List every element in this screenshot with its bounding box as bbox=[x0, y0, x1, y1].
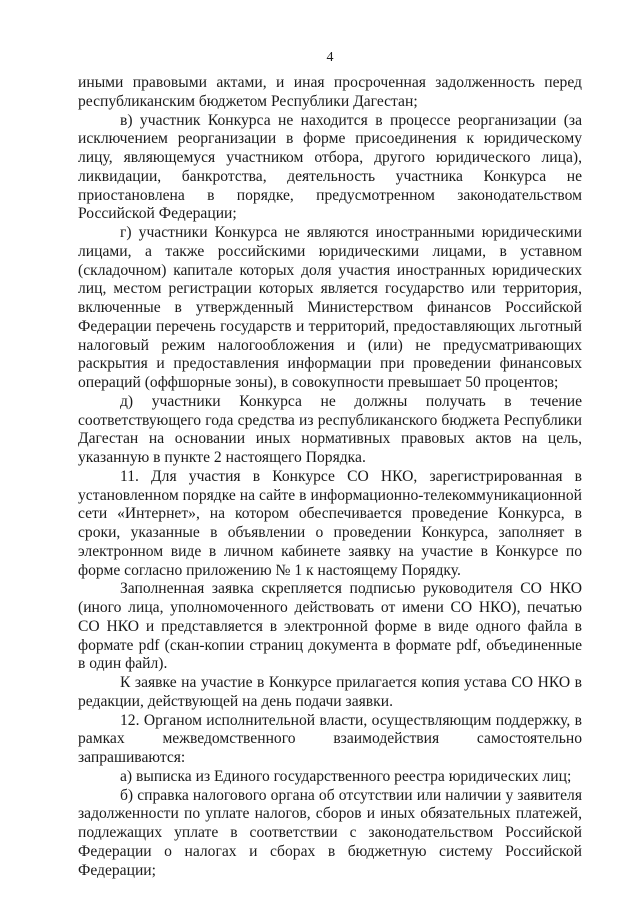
paragraph-item-g-foreign-entities: г) участники Конкурса не являются иностранными юридическими лицами, а также российскими юридическими лицами, в уставном (складочном) капитале которых доля участия иностранных юридических лиц, местом регистрации которых является государство или территория, включенные в утвержденный Министерством финансов Российской Федерации перечень государств и территорий, предоставляющих льготный налоговый режим налогообложения и (или) не предусматривающих раскрытия и предоставления информации при проведении финансовых операций (оффшорные зоны), в совокупности превышает 50 процентов; bbox=[78, 224, 582, 391]
page-number: 4 bbox=[326, 50, 334, 65]
paragraph-item-b-tax-certificate: б) справка налогового органа об отсутствии или наличии у заявителя задолженности по уплате налогов, сборов и иных обязательных платежей, подлежащих уплате в соответствии с законодательством Российской Федерации о налогах и сборах в бюджетную систему Российской Федерации; bbox=[78, 786, 582, 879]
paragraph-item-d-no-funds: д) участники Конкурса не должны получать в течение соответствующего года средства из республиканского бюджета Республики Дагестан на основании иных нормативных правовых актов на цель, указанную в пункте 2 настоящего Порядка. bbox=[78, 392, 582, 466]
paragraph-item-a-registry-extract: а) выписка из Единого государственного реестра юридических лиц; bbox=[120, 767, 572, 785]
paragraph-12-interagency: 12. Органом исполнительной власти, осуществляющим поддержку, в рамках межведомственного взаимодействия самостоятельно запрашиваются: bbox=[78, 711, 582, 766]
paragraph-11-application: 11. Для участия в Конкурсе СО НКО, зарегистрированная в установленном порядке на сайте в информационно-телекоммуникационной сети «Интернет», на котором обеспечивается проведение Конкурса, в сроки, указанные в объявлении о проведении Конкурса, заполняет в электронном виде в личном кабинете заявку на участие в Конкурсе по форме согласно приложению № 1 к настоящему Порядку. bbox=[78, 467, 582, 579]
paragraph-debt-continuation: иными правовыми актами, и иная просроченная задолженность перед республиканским бюджетом Республики Дагестан; bbox=[78, 74, 582, 110]
paragraph-item-v-reorganization: в) участник Конкурса не находится в процессе реорганизации (за исключением реорганизации в форме присоединения к юридическому лицу, являющемуся участником отбора, другого юридического лица), ликвидации, банкротства, деятельность участника Конкурса не приостановлена в порядке, предусмотренном законодательством Российской Федерации; bbox=[78, 111, 582, 223]
paragraph-charter-copy: К заявке на участие в Конкурсе прилагается копия устава СО НКО в редакции, действующей на день подачи заявки. bbox=[78, 674, 582, 710]
paragraph-signature-requirements: Заполненная заявка скрепляется подписью руководителя СО НКО (иного лица, уполномоченного действовать от имени СО НКО), печатью СО НКО и представляется в электронной форме в виде одного файла в формате pdf (скан-копии страниц документа в формате pdf, объединенные в один файл). bbox=[78, 580, 582, 673]
